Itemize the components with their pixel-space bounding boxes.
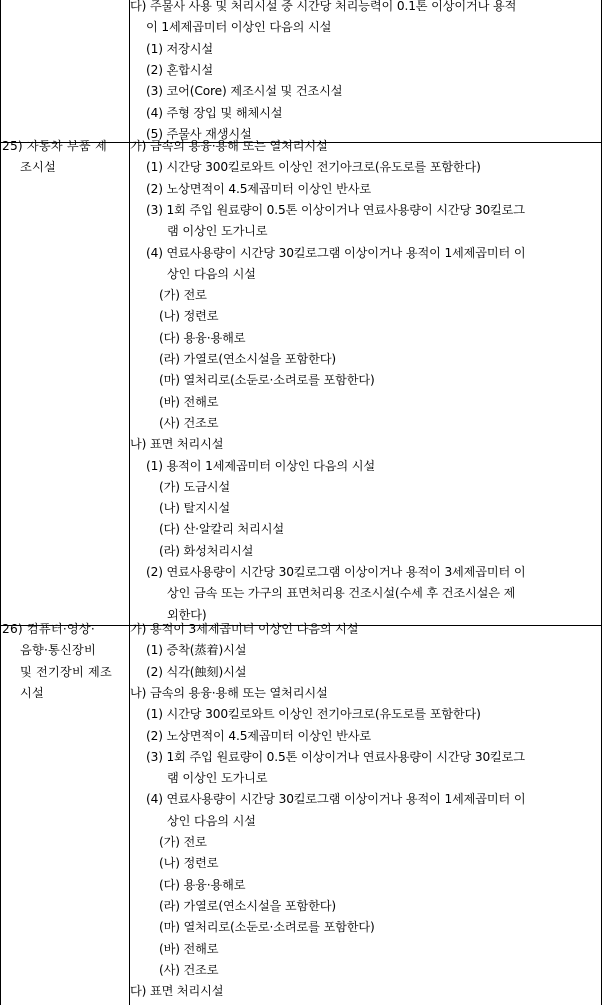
item-continuation-line: 상인 금속 또는 가구의 표면처리용 건조시설(수세 후 건조시설은 제 — [167, 586, 516, 601]
item-line: (3) 1회 주입 원료량이 0.5톤 이상이거나 연료사용량이 시간당 30킬로그 — [146, 202, 525, 217]
item-continuation-line: 상인 다음의 시설 — [167, 813, 256, 828]
item-line: (다) 용융·용해로 — [159, 877, 246, 892]
item-line: (2) 혼합시설 — [146, 62, 214, 77]
item-line: (나) 탈지시설 — [159, 501, 231, 516]
item-line: (3) 1회 주입 원료량이 0.5톤 이상이거나 연료사용량이 시간당 30킬로그 — [146, 749, 525, 764]
item-continuation-line: 상인 다음의 시설 — [167, 266, 256, 281]
item-line: (1) 시간당 300킬로와트 이상인 전기아크로(유도로를 포함한다) — [146, 707, 481, 722]
row-2-category-cell — [1, 143, 129, 625]
item-line: (1) 시간당 300킬로와트 이상인 전기아크로(유도로를 포함한다) — [146, 160, 481, 175]
item-line: (2) 노상면적이 4.5제곱미터 이상인 반사로 — [146, 728, 371, 743]
item-line: (2) 식각(蝕刻)시설 — [146, 664, 247, 679]
item-line: (마) 열처리로(소둔로·소려로를 포함한다) — [159, 373, 375, 388]
item-line: (2) 연료사용량이 시간당 30킬로그램 이상이거나 용적이 3세제곱미터 이 — [146, 565, 526, 579]
item-line: (나) 정련로 — [159, 309, 219, 324]
item-line: 나) 금속의 용융·용해 또는 열처리시설 — [130, 685, 328, 700]
item-line: (4) 주형 장입 및 해체시설 — [146, 105, 283, 120]
item-line: (1) 증착(蒸着)시설 — [146, 643, 247, 658]
item-line: (다) 산·알칼리 처리시설 — [159, 522, 284, 537]
item-line: (다) 용융·용해로 — [159, 330, 246, 345]
category-label-line: 25) 자동차 부품 제 — [2, 139, 107, 153]
item-line: (나) 정련로 — [159, 856, 219, 871]
item-line: (가) 전로 — [159, 288, 207, 303]
item-line: (가) 도금시설 — [159, 479, 231, 494]
item-line: (3) 코어(Core) 제조시설 및 건조시설 — [146, 84, 343, 99]
item-line: (바) 전해로 — [159, 941, 219, 956]
item-line: (4) 연료사용량이 시간당 30킬로그램 이상이거나 용적이 1세제곱미터 이 — [146, 792, 526, 807]
item-line: (라) 가열로(연소시설을 포함한다) — [159, 898, 336, 913]
item-line: (2) 노상면적이 4.5제곱미터 이상인 반사로 — [146, 181, 371, 196]
item-line: (라) 화성처리시설 — [159, 543, 254, 558]
item-continuation-line: 램 이상인 도가니로 — [167, 224, 268, 239]
row-1-category-cell — [1, 0, 129, 142]
item-line: 가) 용적이 3세제곱미터 이상인 다음의 시설 — [130, 622, 359, 636]
category-label-line: 및 전기장비 제조 — [20, 664, 112, 679]
item-line: (가) 전로 — [159, 835, 207, 849]
category-label-line: 조시설 — [20, 160, 56, 175]
item-line: (바) 전해로 — [159, 394, 219, 409]
item-line: (1) 용적이 1세제곱미터 이상인 다음의 시설 — [146, 458, 376, 473]
item-line: (마) 열처리로(소둔로·소려로를 포함한다) — [159, 920, 375, 935]
item-line: (5) 주물사 재생시설 — [146, 126, 252, 141]
item-line: 다) 주물사 사용 및 처리시설 중 시간당 처리능력이 0.1톤 이상이거나 용적 — [130, 0, 517, 13]
item-continuation-line: 외한다) — [167, 607, 207, 622]
item-line: (사) 건조로 — [159, 962, 219, 977]
item-line: (1) 저장시설 — [146, 41, 214, 56]
item-line: 가) 금속의 용융·용해 또는 열처리시설 — [130, 139, 328, 153]
item-line: (4) 연료사용량이 시간당 30킬로그램 이상이거나 용적이 1세제곱미터 이 — [146, 245, 526, 260]
item-line: (사) 건조로 — [159, 415, 219, 430]
category-label-line: 26) 컴퓨터·영상· — [2, 622, 95, 636]
item-line: (라) 가열로(연소시설을 포함한다) — [159, 352, 336, 366]
category-label-line: 음향·통신장비 — [20, 643, 96, 658]
item-line: 나) 표면 처리시설 — [130, 437, 224, 452]
item-continuation-line: 이 1세제곱미터 이상인 다음의 시설 — [146, 20, 332, 35]
item-continuation-line: 램 이상인 도가니로 — [167, 771, 268, 786]
category-label-line: 시설 — [20, 685, 44, 700]
item-line: 다) 표면 처리시설 — [130, 984, 224, 999]
